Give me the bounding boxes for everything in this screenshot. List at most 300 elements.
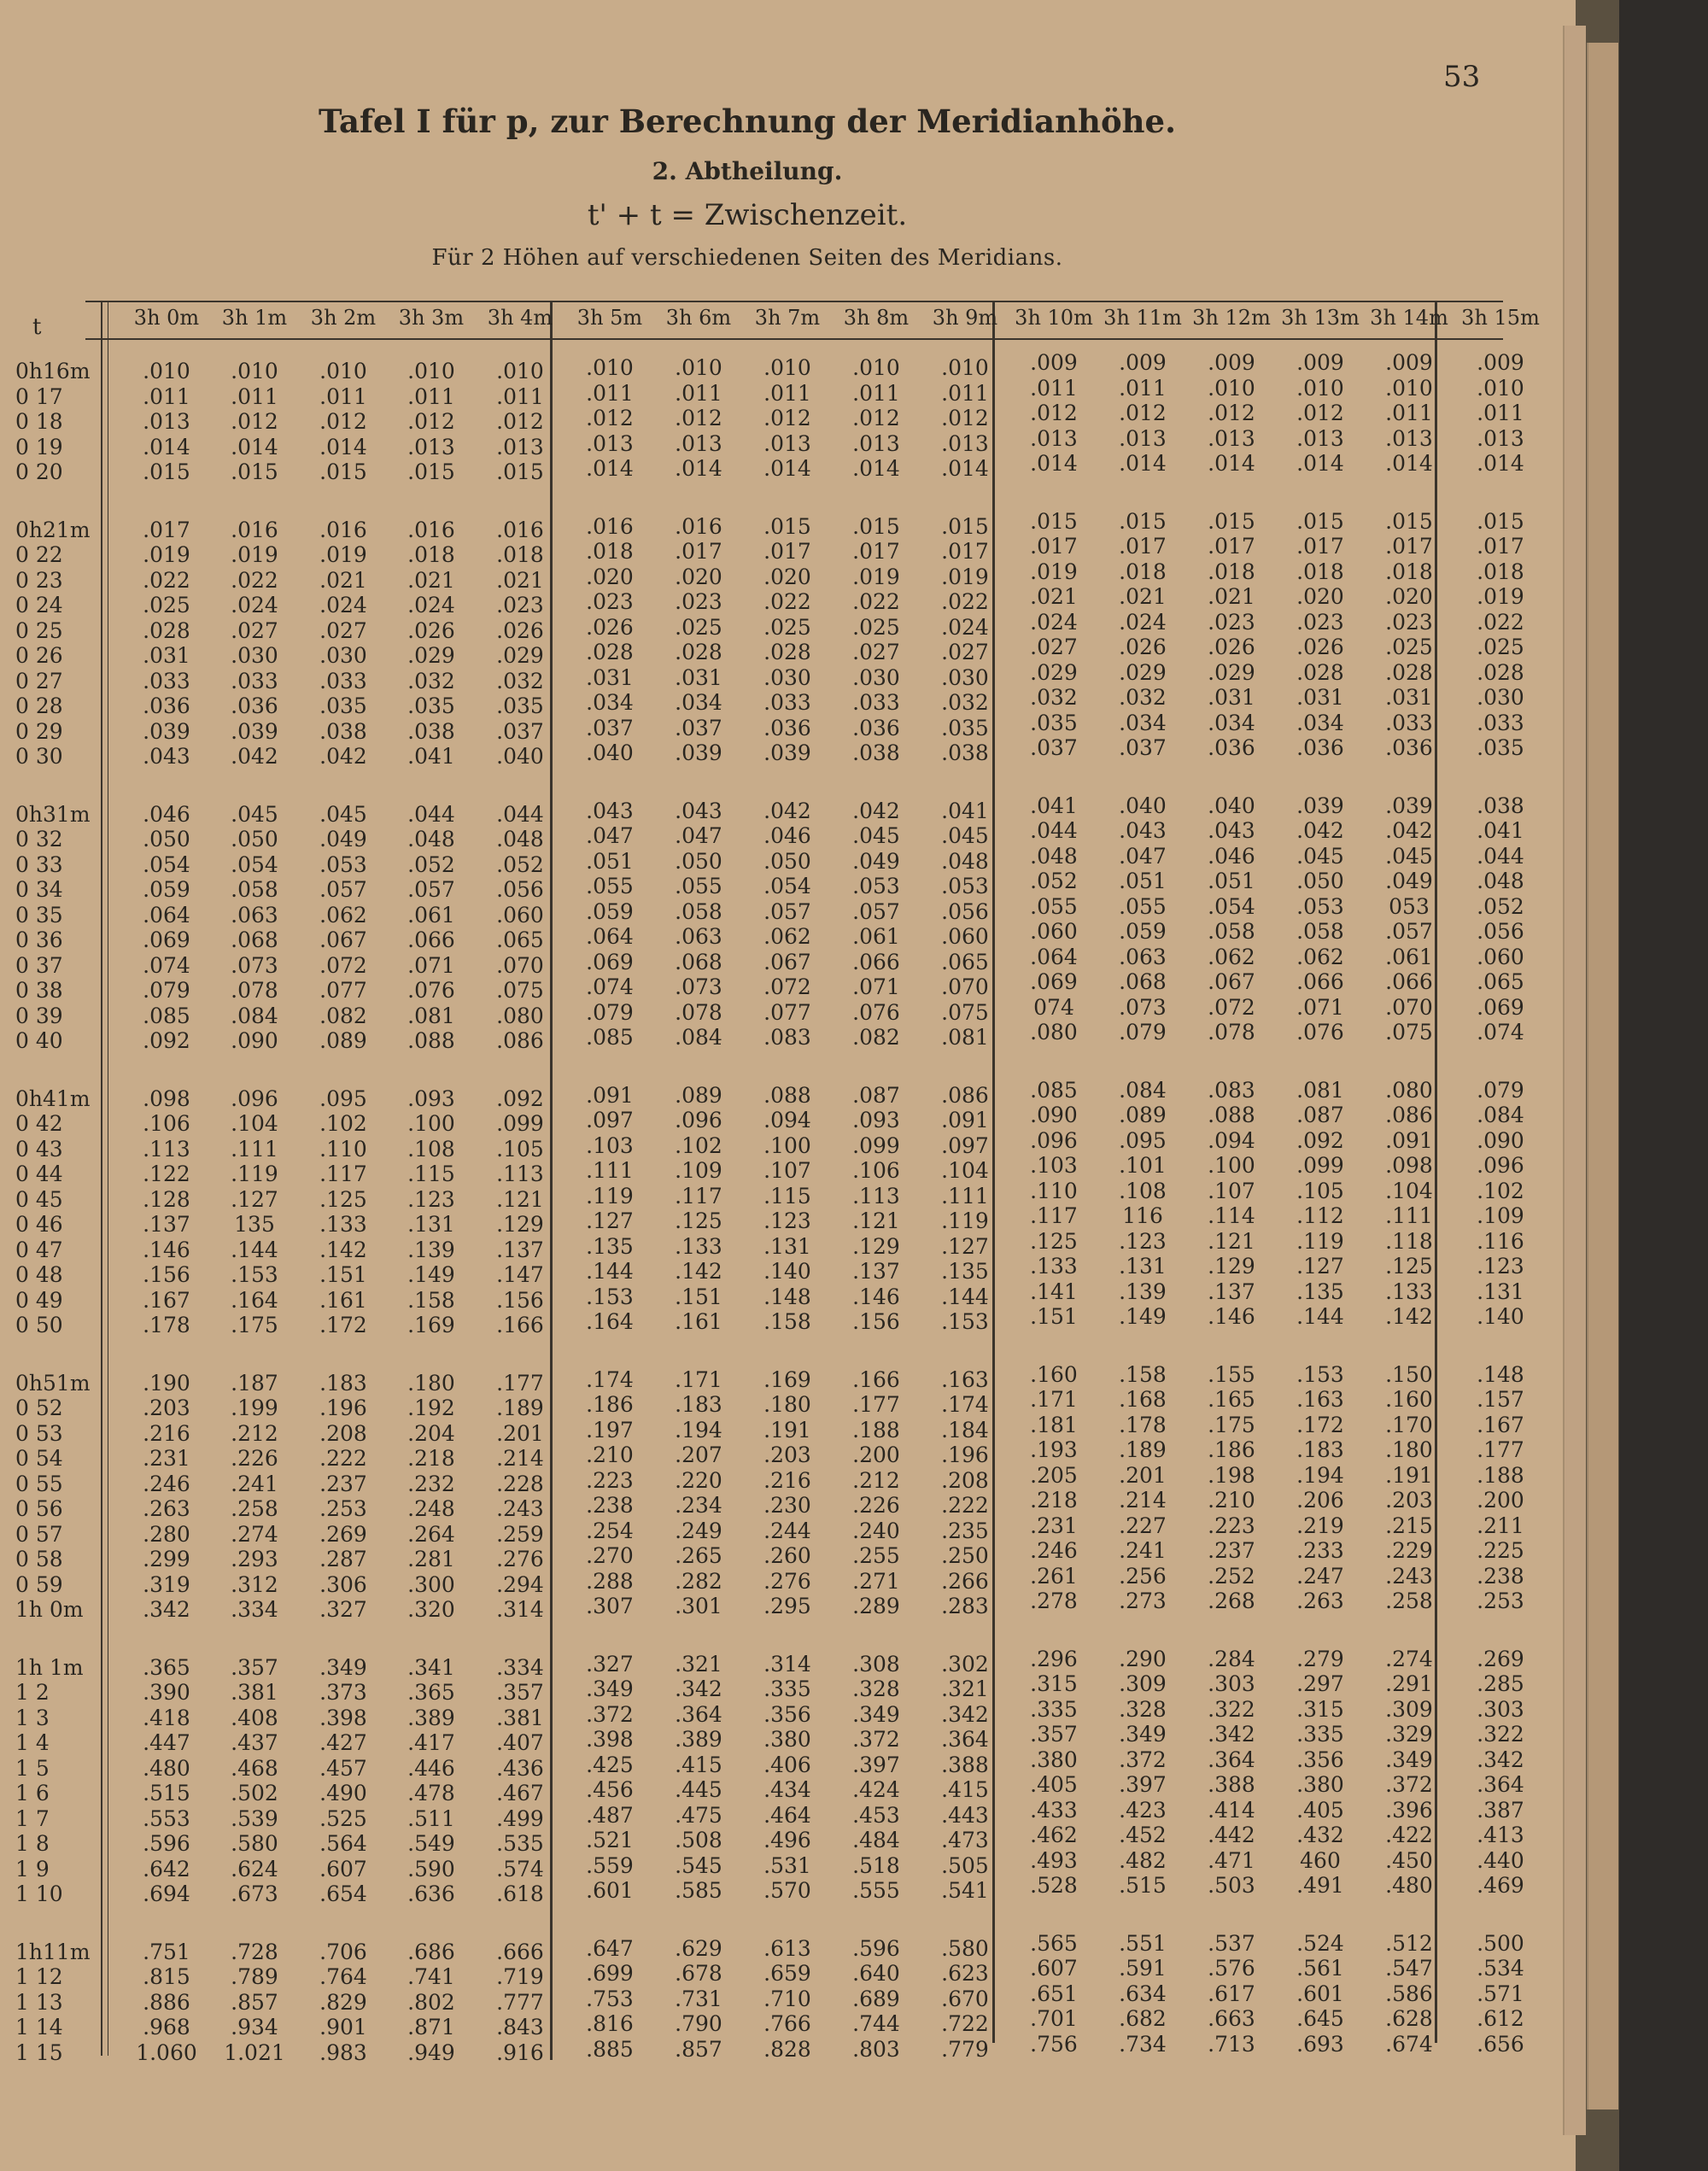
column-header: 3h 4m	[487, 306, 553, 330]
table-cell: .314	[496, 1597, 544, 1622]
table-cell: .024	[231, 593, 278, 617]
table-cell: .613	[763, 1935, 811, 1961]
table-cell: .032	[496, 668, 544, 693]
table-cell: .079	[143, 978, 190, 1003]
table-cell: .802	[407, 1989, 455, 2015]
table-cell: .437	[231, 1730, 278, 1755]
table-cell: .364	[941, 1727, 989, 1752]
table-cell: .051	[1208, 869, 1255, 893]
table-cell: .129	[496, 1212, 544, 1237]
table-cell: .168	[1119, 1387, 1167, 1412]
table-cell: .673	[231, 1881, 278, 1906]
table-cell: .017	[1296, 534, 1344, 559]
table-cell: .515	[1119, 1873, 1167, 1898]
row-label: 1 5	[15, 1755, 50, 1781]
table-cell: .010	[675, 355, 722, 380]
table-cell: .206	[1296, 1488, 1344, 1513]
table-cell: .024	[319, 593, 367, 617]
table-cell: .744	[852, 2011, 900, 2036]
table-cell: .766	[763, 2011, 811, 2036]
table-cell: .102	[675, 1132, 722, 1158]
table-cell: .037	[1119, 735, 1167, 760]
table-cell: .054	[231, 851, 278, 877]
table-cell: .019	[1030, 559, 1078, 584]
table-cell: .222	[319, 1446, 367, 1471]
table-cell: .029	[407, 643, 455, 668]
table-cell: .017	[1208, 534, 1255, 559]
table-cell: .194	[1296, 1462, 1344, 1488]
table-cell: .102	[319, 1111, 367, 1136]
table-cell: .349	[586, 1677, 634, 1701]
table-cell: .076	[1296, 1020, 1344, 1045]
table-cell: .137	[143, 1212, 190, 1237]
table-cell: .144	[586, 1259, 634, 1284]
table-cell: .013	[1385, 425, 1433, 451]
table-cell: .674	[1385, 2031, 1433, 2057]
table-cell: .322	[1208, 1696, 1255, 1722]
table-cell: .039	[1385, 793, 1433, 818]
table-cell: .210	[1208, 1488, 1255, 1513]
table-cell: .066	[407, 928, 455, 952]
table-cell: .109	[1477, 1203, 1524, 1228]
table-cell: .503	[1208, 1873, 1255, 1898]
table-cell: .046	[763, 823, 811, 848]
table-cell: .356	[1296, 1747, 1344, 1772]
table-cell: .219	[1296, 1513, 1344, 1538]
table-cell: .092	[143, 1028, 190, 1053]
table-cell: .189	[1119, 1437, 1167, 1462]
row-label: 0 19	[15, 434, 63, 459]
table-cell: .196	[941, 1442, 989, 1467]
table-cell: .039	[143, 718, 190, 744]
table-cell: .021	[496, 567, 544, 593]
table-cell: .125	[1030, 1228, 1078, 1254]
table-cell: .013	[1296, 425, 1344, 451]
table-cell: .706	[319, 1939, 367, 1964]
table-cell: .011	[1477, 401, 1524, 425]
table-cell: .150	[1385, 1361, 1433, 1387]
table-cell: .408	[231, 1705, 278, 1730]
table-cell: .078	[231, 978, 278, 1003]
table-cell: .127	[586, 1208, 634, 1233]
table-cell: .014	[1477, 451, 1524, 476]
row-label: 0 55	[15, 1471, 63, 1496]
table-cell: .164	[586, 1309, 634, 1334]
table-cell: .212	[852, 1467, 900, 1493]
table-cell: .564	[319, 1831, 367, 1856]
table-cell: .023	[1296, 609, 1344, 635]
table-cell: .017	[1030, 534, 1078, 559]
table-cell: .469	[1477, 1873, 1524, 1898]
table-cell: .549	[407, 1831, 455, 1856]
table-cell: .490	[319, 1781, 367, 1805]
table-cell: .314	[763, 1651, 811, 1677]
row-label: 0 18	[15, 409, 63, 434]
table-cell: .017	[1119, 534, 1167, 559]
table-cell: .135	[1296, 1279, 1344, 1304]
table-cell: .308	[852, 1651, 900, 1677]
table-cell: .171	[675, 1366, 722, 1392]
table-cell: .081	[941, 1025, 989, 1050]
formula-line: t' + t = Zwischenzeit.	[587, 198, 908, 232]
table-cell: .045	[852, 823, 900, 848]
table-cell: .406	[763, 1752, 811, 1777]
table-cell: .654	[319, 1881, 367, 1906]
table-cell: .191	[763, 1417, 811, 1442]
table-cell: .142	[675, 1259, 722, 1284]
column-header: 3h 2m	[310, 306, 377, 330]
column-header: 3h 15m	[1461, 306, 1540, 330]
row-label: 0 34	[15, 877, 63, 902]
table-cell: .349	[319, 1654, 367, 1680]
table-cell: .201	[496, 1420, 544, 1446]
table-cell: .284	[1208, 1646, 1255, 1671]
table-cell: .058	[1208, 919, 1255, 944]
table-cell: .010	[852, 355, 900, 380]
table-cell: .321	[941, 1677, 989, 1701]
table-cell: .342	[1208, 1722, 1255, 1747]
table-cell: .056	[941, 898, 989, 924]
table-cell: .285	[1477, 1671, 1524, 1696]
table-cell: .080	[1030, 1020, 1078, 1045]
table-cell: .264	[407, 1521, 455, 1547]
table-cell: .249	[675, 1518, 722, 1543]
table-cell: .186	[1208, 1437, 1255, 1462]
table-cell: .125	[675, 1208, 722, 1233]
table-cell: .167	[1477, 1412, 1524, 1437]
table-cell: .356	[763, 1701, 811, 1727]
table-cell: .078	[1208, 1020, 1255, 1045]
table-cell: .119	[586, 1183, 634, 1208]
table-cell: .751	[143, 1939, 190, 1964]
table-cell: .433	[1030, 1797, 1078, 1823]
table-cell: .029	[1119, 659, 1167, 685]
table-cell: .013	[143, 409, 190, 434]
table-cell: .095	[1119, 1127, 1167, 1153]
table-cell: .719	[496, 1964, 544, 1989]
table-cell: .364	[1477, 1772, 1524, 1797]
table-cell: .016	[319, 517, 367, 542]
table-cell: .098	[1385, 1153, 1433, 1178]
table-cell: .044	[496, 801, 544, 827]
table-cell: .235	[941, 1518, 989, 1543]
table-cell: .534	[1477, 1956, 1524, 1981]
table-cell: .777	[496, 1989, 544, 2015]
table-cell: .172	[319, 1313, 367, 1337]
table-cell: .058	[1296, 919, 1344, 944]
table-cell: .289	[852, 1594, 900, 1618]
table-cell: .886	[143, 1989, 190, 2015]
table-cell: .432	[1296, 1823, 1344, 1847]
table-cell: .125	[319, 1186, 367, 1212]
table-cell: .030	[941, 664, 989, 690]
table-cell: .397	[852, 1752, 900, 1777]
table-cell: .042	[1385, 818, 1433, 843]
row-label: 0 37	[15, 952, 63, 978]
table-cell: .165	[1208, 1387, 1255, 1412]
table-cell: .388	[941, 1752, 989, 1777]
table-cell: .022	[231, 567, 278, 593]
table-cell: .457	[319, 1755, 367, 1781]
table-cell: .156	[852, 1309, 900, 1334]
table-cell: .226	[231, 1446, 278, 1471]
table-cell: .193	[1030, 1437, 1078, 1462]
table-cell: .058	[231, 877, 278, 902]
table-cell: .089	[319, 1028, 367, 1053]
table-cell: .208	[941, 1467, 989, 1493]
table-cell: .140	[763, 1259, 811, 1284]
table-cell: .077	[319, 978, 367, 1003]
table-cell: .023	[1385, 609, 1433, 635]
table-cell: .016	[675, 513, 722, 539]
page-number: 53	[1443, 60, 1481, 94]
table-cell: .096	[1030, 1127, 1078, 1153]
table-cell: .045	[231, 801, 278, 827]
table-cell: .111	[586, 1158, 634, 1183]
table-cell: .456	[586, 1777, 634, 1802]
table-cell: .084	[1119, 1077, 1167, 1103]
table-cell: .010	[319, 359, 367, 383]
table-cell: .158	[1119, 1361, 1167, 1387]
table-cell: .027	[941, 640, 989, 664]
table-cell: .066	[1385, 969, 1433, 994]
table-cell: .713	[1208, 2031, 1255, 2057]
row-label: 1 13	[15, 1989, 63, 2015]
table-cell: .135	[586, 1233, 634, 1259]
table-cell: .016	[407, 517, 455, 542]
table-cell: .090	[231, 1028, 278, 1053]
table-cell: .201	[1119, 1462, 1167, 1488]
table-cell: .121	[1208, 1228, 1255, 1254]
table-cell: 1.060	[136, 2039, 197, 2065]
table-cell: .019	[231, 542, 278, 567]
table-cell: .073	[675, 974, 722, 999]
row-label: 1 14	[15, 2015, 63, 2039]
table-cell: .153	[1296, 1361, 1344, 1387]
table-cell: .427	[319, 1730, 367, 1755]
table-cell: .009	[1208, 350, 1255, 375]
table-cell: .050	[1296, 869, 1344, 893]
table-cell: .151	[675, 1284, 722, 1309]
table-cell: .445	[675, 1777, 722, 1802]
table-cell: .276	[496, 1547, 544, 1571]
table-cell: .109	[675, 1158, 722, 1183]
table-cell: .021	[1030, 584, 1078, 609]
table-cell: .139	[407, 1237, 455, 1262]
table-cell: .014	[941, 456, 989, 481]
table-cell: .144	[231, 1237, 278, 1262]
table-cell: .036	[231, 693, 278, 718]
table-cell: 074	[1033, 994, 1074, 1020]
table-cell: .111	[941, 1183, 989, 1208]
table-cell: .052	[496, 851, 544, 877]
table-cell: .012	[496, 409, 544, 434]
table-cell: .515	[143, 1781, 190, 1805]
table-cell: .160	[1385, 1387, 1433, 1412]
table-cell: .010	[763, 355, 811, 380]
table-cell: .028	[143, 617, 190, 643]
table-cell: .110	[1030, 1178, 1078, 1203]
table-cell: .443	[941, 1802, 989, 1828]
table-cell: .025	[1385, 635, 1433, 659]
table-cell: .147	[496, 1262, 544, 1287]
table-cell: .019	[1477, 584, 1524, 609]
table-cell: .722	[941, 2011, 989, 2036]
table-cell: .098	[143, 1086, 190, 1111]
table-cell: .180	[407, 1370, 455, 1396]
table-cell: .025	[143, 593, 190, 617]
table-cell: .171	[1030, 1387, 1078, 1412]
table-cell: .372	[852, 1727, 900, 1752]
table-cell: .062	[1296, 944, 1344, 969]
table-cell: .157	[1477, 1387, 1524, 1412]
table-cell: .043	[1208, 818, 1255, 843]
table-cell: .031	[1385, 685, 1433, 710]
table-cell: .015	[231, 459, 278, 484]
table-cell: .137	[1208, 1279, 1255, 1304]
table-cell: .011	[1385, 401, 1433, 425]
table-cell: .175	[1208, 1412, 1255, 1437]
table-cell: .030	[231, 643, 278, 668]
table-cell: .090	[1030, 1103, 1078, 1127]
table-cell: .299	[143, 1547, 190, 1571]
table-cell: .057	[1385, 919, 1433, 944]
table-cell: .670	[941, 1986, 989, 2011]
table-cell: .146	[1208, 1304, 1255, 1329]
table-cell: .116	[1477, 1228, 1524, 1254]
table-cell: .184	[941, 1417, 989, 1442]
table-cell: .244	[763, 1518, 811, 1543]
table-cell: .335	[1296, 1722, 1344, 1747]
column-header: 3h 13m	[1281, 306, 1360, 330]
table-cell: .372	[1385, 1772, 1433, 1797]
table-cell: .197	[586, 1417, 634, 1442]
table-cell: .357	[496, 1680, 544, 1705]
table-cell: .279	[1296, 1646, 1344, 1671]
table-cell: .591	[1119, 1956, 1167, 1981]
table-cell: .415	[941, 1777, 989, 1802]
table-cell: .282	[675, 1568, 722, 1594]
table-cell: .018	[586, 539, 634, 564]
table-cell: .270	[586, 1543, 634, 1568]
table-cell: .040	[1208, 793, 1255, 818]
row-label: 1 10	[15, 1881, 63, 1906]
table-cell: .127	[941, 1233, 989, 1259]
table-cell: .072	[763, 974, 811, 999]
table-cell: .414	[1208, 1797, 1255, 1823]
table-cell: .079	[1119, 1020, 1167, 1045]
table-cell: .113	[852, 1183, 900, 1208]
table-cell: .528	[1030, 1873, 1078, 1898]
table-cell: .753	[586, 1986, 634, 2011]
table-cell: .166	[496, 1313, 544, 1337]
table-cell: .137	[852, 1259, 900, 1284]
table-cell: .764	[319, 1964, 367, 1989]
table-cell: .180	[763, 1392, 811, 1417]
table-cell: .561	[1296, 1956, 1344, 1981]
row-label: 0 33	[15, 851, 63, 877]
table-cell: .453	[852, 1802, 900, 1828]
table-cell: .295	[763, 1594, 811, 1618]
table-cell: .496	[763, 1828, 811, 1852]
table-cell: .248	[407, 1496, 455, 1521]
table-cell: .010	[496, 359, 544, 383]
table-cell: .016	[586, 513, 634, 539]
table-cell: .198	[1208, 1462, 1255, 1488]
table-cell: .074	[586, 974, 634, 999]
table-cell: .035	[1477, 735, 1524, 760]
table-cell: .035	[941, 715, 989, 740]
table-cell: .108	[1119, 1178, 1167, 1203]
table-cell: .018	[1119, 559, 1167, 584]
table-cell: .014	[1030, 451, 1078, 476]
table-cell: .174	[941, 1392, 989, 1417]
table-cell: .189	[496, 1396, 544, 1420]
table-cell: .885	[586, 2036, 634, 2062]
table-cell: .269	[1477, 1646, 1524, 1671]
table-cell: .309	[1119, 1671, 1167, 1696]
table-cell: .133	[1030, 1254, 1078, 1279]
table-cell: .125	[1385, 1254, 1433, 1279]
table-cell: .127	[231, 1186, 278, 1212]
table-cell: .106	[852, 1158, 900, 1183]
table-cell: .300	[407, 1571, 455, 1597]
table-cell: .011	[1030, 375, 1078, 401]
table-cell: .167	[143, 1287, 190, 1313]
table-cell: .089	[1119, 1103, 1167, 1127]
table-cell: 460	[1300, 1847, 1341, 1873]
table-cell: .689	[852, 1986, 900, 2011]
table-cell: .031	[675, 664, 722, 690]
table-cell: .107	[763, 1158, 811, 1183]
table-cell: .364	[1208, 1747, 1255, 1772]
table-cell: .038	[1477, 793, 1524, 818]
table-cell: .232	[407, 1471, 455, 1496]
table-cell: .052	[407, 851, 455, 877]
table-cell: .085	[1030, 1077, 1078, 1103]
table-cell: .415	[675, 1752, 722, 1777]
table-cell: .218	[1030, 1488, 1078, 1513]
table-cell: .241	[1119, 1538, 1167, 1563]
table-cell: .063	[1119, 944, 1167, 969]
table-cell: .252	[1208, 1563, 1255, 1589]
table-cell: .531	[763, 1852, 811, 1878]
table-cell: .204	[407, 1420, 455, 1446]
table-cell: .349	[1385, 1747, 1433, 1772]
table-cell: .034	[1119, 710, 1167, 735]
table-cell: .215	[1385, 1513, 1433, 1538]
table-cell: .063	[675, 924, 722, 949]
row-label: 1 8	[15, 1831, 50, 1856]
table-cell: .119	[231, 1162, 278, 1186]
table-cell: .140	[1477, 1304, 1524, 1329]
table-cell: .086	[496, 1028, 544, 1053]
table-cell: .541	[941, 1878, 989, 1903]
table-cell: .027	[319, 617, 367, 643]
table-cell: .081	[407, 1003, 455, 1028]
table-cell: .425	[586, 1752, 634, 1777]
table-cell: .046	[1208, 843, 1255, 869]
table-cell: .144	[1296, 1304, 1344, 1329]
table-cell: .192	[407, 1396, 455, 1420]
table-cell: .327	[319, 1597, 367, 1622]
table-cell: .113	[143, 1136, 190, 1162]
table-cell: .678	[675, 1961, 722, 1986]
table-cell: .030	[852, 664, 900, 690]
table-cell: .223	[586, 1467, 634, 1493]
table-cell: .010	[1296, 375, 1344, 401]
table-cell: .040	[586, 740, 634, 765]
